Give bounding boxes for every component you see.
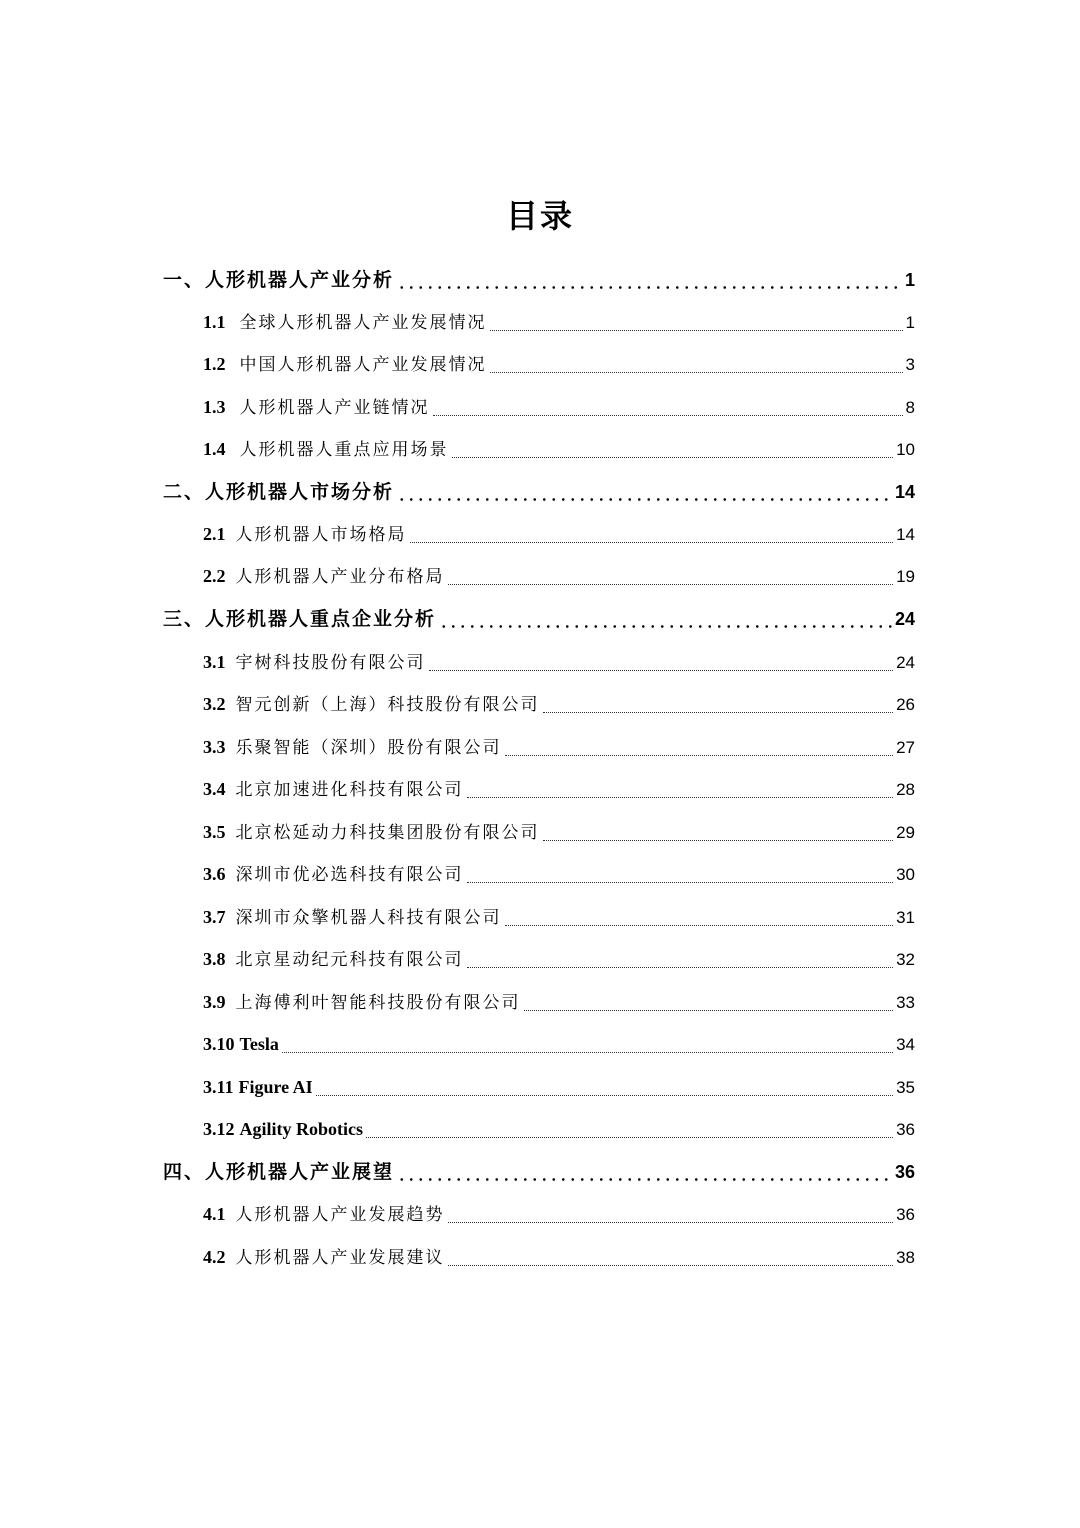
dot-leader	[490, 307, 903, 337]
dot-leader	[410, 519, 894, 549]
dot-leader	[316, 1072, 893, 1102]
toc-page-number: 3	[905, 355, 915, 374]
toc-section-title: 北京星动纪元科技有限公司	[235, 950, 464, 970]
toc-page-number: 36	[896, 1120, 915, 1139]
toc-section-number: 3.10	[203, 1034, 235, 1054]
toc-section-title: 人形机器人产业发展建议	[235, 1248, 445, 1268]
toc-section-title: 人形机器人产业发展趋势	[235, 1205, 445, 1225]
dot-leader	[452, 434, 894, 464]
dot-leader	[448, 1242, 894, 1272]
page-title: 目录	[505, 197, 574, 235]
toc-section-number: 4.2	[203, 1247, 226, 1267]
toc-section-number: 3.4	[203, 779, 226, 799]
dot-leader	[448, 1199, 894, 1229]
toc-section-number: 3.2	[203, 694, 226, 714]
toc-page-number: 14	[896, 525, 915, 544]
toc-page-number: 19	[896, 567, 915, 586]
toc-chapter-title: 一、人形机器人产业分析	[163, 269, 395, 291]
toc-section-4-1[interactable]	[203, 1199, 915, 1229]
toc-section-4-2[interactable]	[203, 1242, 915, 1272]
toc-section-3-12[interactable]	[203, 1114, 915, 1144]
toc-chapter-1[interactable]	[163, 265, 915, 295]
dot-leader	[505, 732, 894, 762]
toc-section-3-7[interactable]	[203, 902, 915, 932]
toc-page-number: 24	[894, 609, 915, 629]
toc-section-title: 人形机器人产业分布格局	[235, 567, 445, 587]
dot-leader	[543, 689, 894, 719]
toc-section-title: 北京松延动力科技集团股份有限公司	[235, 823, 540, 843]
toc-page-number: 38	[896, 1248, 915, 1267]
toc-page-number: 31	[896, 908, 915, 927]
toc-section-number: 3.8	[203, 949, 226, 969]
dot-leader	[397, 265, 902, 295]
toc-page-number: 14	[894, 482, 915, 502]
dot-leader	[505, 902, 894, 932]
dot-leader	[467, 859, 894, 889]
toc-page-number: 36	[896, 1205, 915, 1224]
toc-section-3-10[interactable]	[203, 1029, 915, 1059]
toc-page-number: 1	[905, 313, 915, 332]
toc-section-number: 3.6	[203, 864, 226, 884]
toc-section-number: 3.11	[203, 1077, 234, 1097]
toc-section-title: 中国人形机器人产业发展情况	[239, 355, 487, 375]
toc-chapter-title: 三、人形机器人重点企业分析	[163, 608, 437, 630]
dot-leader	[433, 392, 903, 422]
toc-section-title: 北京加速进化科技有限公司	[235, 780, 464, 800]
toc-section-number: 3.5	[203, 822, 226, 842]
toc-section-number: 2.2	[203, 566, 226, 586]
toc-section-title: 深圳市众擎机器人科技有限公司	[235, 908, 502, 928]
toc-page-number: 35	[896, 1078, 915, 1097]
toc-page-number: 32	[896, 950, 915, 969]
toc-section-number: 3.12	[203, 1119, 235, 1139]
toc-section-3-5[interactable]	[203, 817, 915, 847]
dot-leader	[448, 561, 894, 591]
toc-chapter-title: 四、人形机器人产业展望	[163, 1161, 395, 1183]
toc-section-2-2[interactable]	[203, 561, 915, 591]
dot-leader	[467, 944, 894, 974]
dot-leader	[490, 349, 903, 379]
dot-leader	[397, 477, 892, 507]
toc-page-number: 8	[905, 398, 915, 417]
toc-section-1-4[interactable]	[203, 434, 915, 464]
toc-section-title: 人形机器人市场格局	[235, 525, 407, 545]
dot-leader	[439, 604, 892, 634]
dot-leader	[543, 817, 894, 847]
toc-chapter-3[interactable]	[163, 604, 915, 634]
toc-section-3-9[interactable]	[203, 987, 915, 1017]
toc-section-3-6[interactable]	[203, 859, 915, 889]
toc-section-title: 上海傅利叶智能科技股份有限公司	[235, 993, 521, 1013]
toc-section-title: 人形机器人重点应用场景	[239, 440, 449, 460]
toc-page-number: 27	[896, 738, 915, 757]
toc-section-title: 乐聚智能（深圳）股份有限公司	[235, 738, 502, 758]
toc-page-number: 36	[894, 1162, 915, 1182]
toc-section-3-8[interactable]	[203, 944, 915, 974]
toc-section-title: Agility Robotics	[239, 1119, 363, 1139]
toc-section-3-4[interactable]	[203, 774, 915, 804]
dot-leader	[429, 647, 894, 677]
toc-chapter-title: 二、人形机器人市场分析	[163, 481, 395, 503]
toc-section-title: 智元创新（上海）科技股份有限公司	[235, 695, 540, 715]
toc-page-number: 29	[896, 823, 915, 842]
toc-section-3-11[interactable]	[203, 1072, 915, 1102]
toc-section-number: 1.2	[203, 354, 226, 374]
toc-page-number: 24	[896, 653, 915, 672]
dot-leader	[524, 987, 894, 1017]
toc-section-title: Tesla	[239, 1034, 279, 1054]
toc-section-title: 全球人形机器人产业发展情况	[239, 313, 487, 333]
toc-page-number: 33	[896, 993, 915, 1012]
toc-chapter-2[interactable]	[163, 477, 915, 507]
toc-section-number: 1.4	[203, 439, 226, 459]
dot-leader	[397, 1157, 892, 1187]
toc-section-1-2[interactable]	[203, 349, 915, 379]
toc-section-number: 4.1	[203, 1204, 226, 1224]
toc-section-number: 3.9	[203, 992, 226, 1012]
toc-section-2-1[interactable]	[203, 519, 915, 549]
toc-page-number: 28	[896, 780, 915, 799]
toc-section-number: 3.1	[203, 652, 226, 672]
toc-section-title: Figure AI	[238, 1077, 313, 1097]
dot-leader	[467, 774, 894, 804]
toc-section-number: 3.3	[203, 737, 226, 757]
toc-page-number: 30	[896, 865, 915, 884]
toc-section-1-1[interactable]	[203, 307, 915, 337]
toc-section-number: 3.7	[203, 907, 226, 927]
toc-section-3-3[interactable]	[203, 732, 915, 762]
toc-page-number: 1	[904, 270, 915, 290]
toc-section-title: 宇树科技股份有限公司	[235, 653, 426, 673]
toc-section-1-3[interactable]	[203, 392, 915, 422]
toc-section-title: 人形机器人产业链情况	[239, 398, 430, 418]
toc-section-number: 1.1	[203, 312, 226, 332]
toc-section-number: 1.3	[203, 397, 226, 417]
toc-section-3-2[interactable]	[203, 689, 915, 719]
toc-section-title: 深圳市优必选科技有限公司	[235, 865, 464, 885]
toc-page-number: 10	[896, 440, 915, 459]
toc-chapter-4[interactable]	[163, 1157, 915, 1187]
toc-page-number: 26	[896, 695, 915, 714]
toc-page-number: 34	[896, 1035, 915, 1054]
dot-leader	[282, 1029, 893, 1059]
dot-leader	[366, 1114, 893, 1144]
toc-section-number: 2.1	[203, 524, 226, 544]
toc-section-3-1[interactable]	[203, 647, 915, 677]
